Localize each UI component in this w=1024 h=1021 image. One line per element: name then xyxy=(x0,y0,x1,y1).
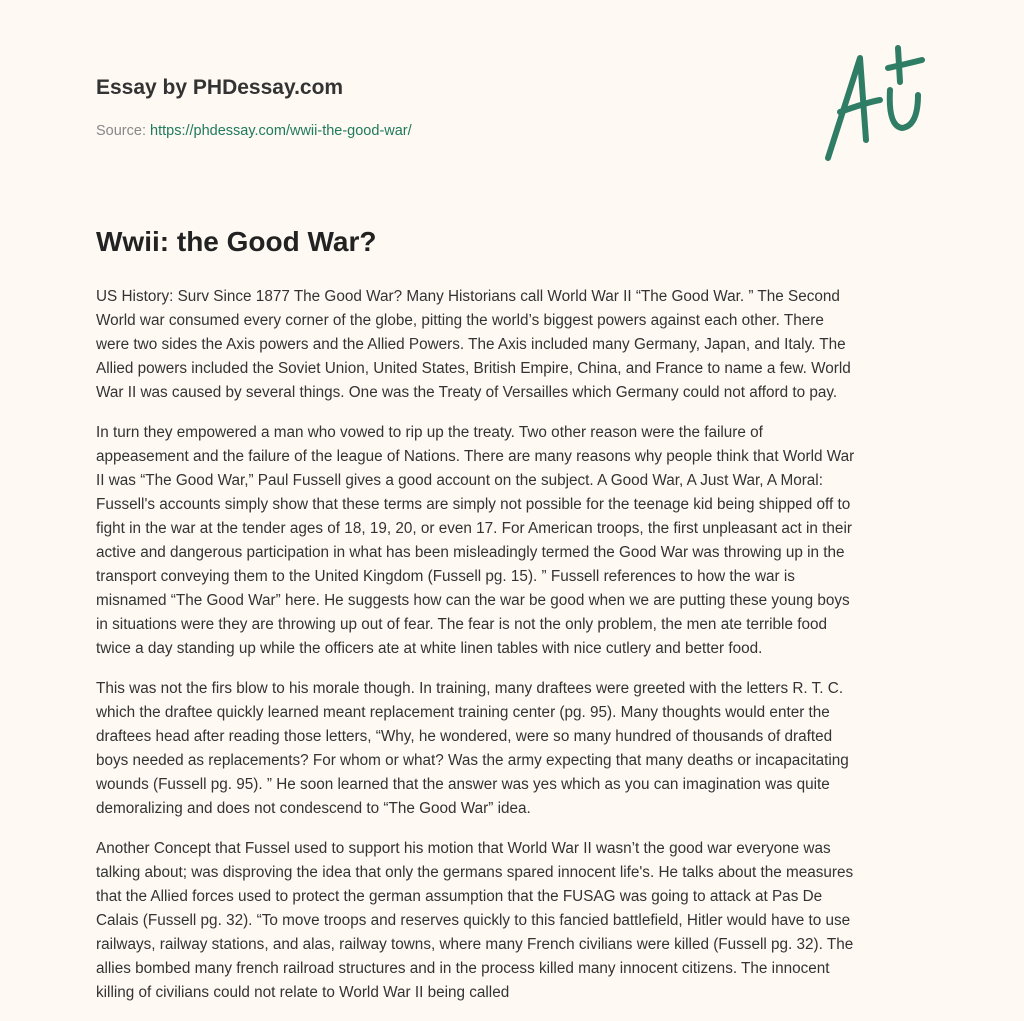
paragraph-line: fight in the war at the tender ages of 18, 19, 20, or even 17. For American troops, the first unpleasant act in their xyxy=(96,520,852,537)
source-label: Source: xyxy=(96,123,146,139)
paragraph-line: In turn they empowered a man who vowed to rip up the treaty. Two other reason were the failure of xyxy=(96,424,763,441)
paragraph-line: II was “The Good War,” Paul Fussell gives a good account on the subject. A Good War, A Just War, A Moral: xyxy=(96,472,823,489)
paragraph-line: active and dangerous participation in what has been misleadingly termed the Good War was throwing up in the xyxy=(96,544,845,561)
paragraph-line: boys needed as replacements? For whom or what? Was the army expecting that many deaths or incapacitating xyxy=(96,752,849,769)
essay-body xyxy=(96,285,936,1021)
essay-paragraph xyxy=(96,677,936,821)
paragraph-line: which the draftee quickly learned meant replacement training center (pg. 95). Many thoughts would enter the xyxy=(96,704,830,721)
paragraph-line: appeasement and the failure of the league of Nations. There are many reasons why people think that World War xyxy=(96,448,855,465)
paragraph-line: killing of civilians could not relate to World War II being called xyxy=(96,984,510,1001)
paragraph-line: misnamed “The Good War” here. He suggests how can the war be good when we are putting these young boys xyxy=(96,592,850,609)
paragraph-line: railways, railway stations, and alas, railway towns, where many French civilians were killed (Fussell pg. 32). The xyxy=(96,936,854,953)
paragraph-line: This was not the firs blow to his morale though. In training, many draftees were greeted with the letters R. T. C. xyxy=(96,680,844,697)
paragraph-line: Allied powers included the Soviet Union, United States, British Empire, China, and France to name a few. World xyxy=(96,360,851,377)
source-line xyxy=(96,123,412,139)
a-plus-logo-icon xyxy=(818,40,928,165)
source-link[interactable]: https://phdessay.com/wwii-the-good-war/ xyxy=(150,123,412,139)
paragraph-line: wounds (Fussell pg. 95). ” He soon learned that the answer was yes which as you can imagination was quite xyxy=(96,776,830,793)
essay-title: Wwii: the Good War? xyxy=(96,226,377,257)
paragraph-line: allies bombed many french railroad structures and in the process killed many innocent citizens. The innocent xyxy=(96,960,830,977)
site-brand: Essay by PHDessay.com xyxy=(96,76,344,99)
paragraph-line: Another Concept that Fussel used to support his motion that World War II wasn’t the good war everyone was xyxy=(96,840,831,857)
paragraph-line: draftees head after reading those letters, “Why, he wondered, were so many hundred of thousands of drafted xyxy=(96,728,833,745)
paragraph-line: that the Allied forces used to protect the german assumption that the FUSAG was going to attack at Pas De xyxy=(96,888,823,905)
paragraph-line: twice a day standing up while the officers ate at white linen tables with nice cutlery and better food. xyxy=(96,640,763,657)
paragraph-line: were two sides the Axis powers and the Allied Powers. The Axis included many Germany, Japan, and Italy. The xyxy=(96,336,846,353)
paragraph-line: World war consumed every corner of the globe, pitting the world’s biggest powers against each other. There xyxy=(96,312,824,329)
paragraph-line: US History: Surv Since 1877 The Good War? Many Historians call World War II “The Good War. ” The Second xyxy=(96,288,840,305)
essay-paragraph xyxy=(96,421,936,661)
essay-paragraph xyxy=(96,285,936,405)
paragraph-line: Calais (Fussell pg. 32). “To move troops and reserves quickly to this fancied battlefield, Hitler would have to use xyxy=(96,912,851,929)
paragraph-line: demoralizing and does not condescend to “The Good War” idea. xyxy=(96,800,531,817)
paragraph-line: talking about; was disproving the idea that only the germans spared innocent life's. He talks about the measures xyxy=(96,864,854,881)
paragraph-line: War II was caused by several things. One was the Treaty of Versailles which Germany could not afford to pay. xyxy=(96,384,838,401)
paragraph-line: transport conveying them to the United Kingdom (Fussell pg. 15). ” Fussell references to how the war is xyxy=(96,568,795,585)
essay-paragraph xyxy=(96,837,936,1005)
paragraph-line: Fussell's accounts simply show that these terms are simply not possible for the teenage kid being shipped off to xyxy=(96,496,851,513)
paragraph-line: in situations were they are throwing up out of fear. The fear is not the only problem, the men ate terrible food xyxy=(96,616,827,633)
